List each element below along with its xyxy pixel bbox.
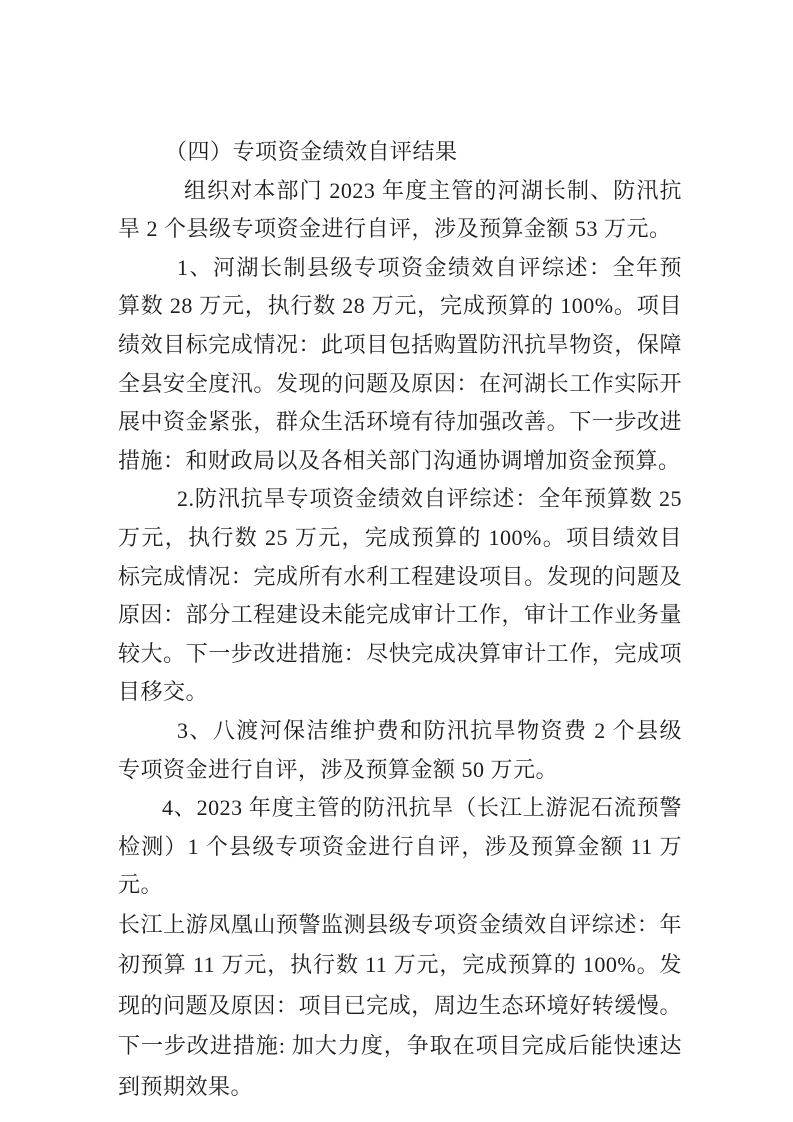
paragraph-item-1: 1、河湖长制县级专项资金绩效自评综述：全年预算数 28 万元，执行数 28 万元，完成预算的 100%。项目绩效目标完成情况：此项目包括购置防汛抗旱物资，保障全县安全度汛。发现的问题及原因：在河湖长工作实际开展中资金紧张，群众生活环境有待加强改善。下一步改进措施：和财政局以及各相关部门沟通协调增加资金预算。 — [118, 254, 682, 473]
section-heading: （四）专项资金绩效自评结果 — [165, 139, 458, 164]
paragraph-item-2: 2.防汛抗旱专项资金绩效自评综述：全年预算数 25 万元，执行数 25 万元，完成预算的 100%。项目绩效目标完成情况：完成所有水利工程建设项目。发现的问题及原因：部分工程建设未能完成审计工作，审计工作业务量较大。下一步改进措施：尽快完成决算审计工作，完成项目移交。 — [118, 486, 682, 705]
paragraph-intro: 组织对本部门 2023 年度主管的河湖长制、防汛抗旱 2 个县级专项资金进行自评，涉及预算金额 53 万元。 — [118, 177, 682, 242]
paragraph-item-3: 3、八渡河保洁维护费和防汛抗旱物资费 2 个县级专项资金进行自评，涉及预算金额 50 万元。 — [118, 717, 682, 782]
paragraph-item-4-summary: 长江上游凤凰山预警监测县级专项资金绩效自评综述：年初预算 11 万元，执行数 11 万元，完成预算的 100%。发现的问题及原因：项目已完成，周边生态环境好转缓慢。下一步改进措施: 加大力度，争取在项目完成后能快速达到预期效果。 — [118, 911, 682, 1099]
document-body — [118, 133, 682, 1107]
paragraph-item-4: 4、2023 年度主管的防汛抗旱（长江上游泥石流预警检测）1 个县级专项资金进行自评，涉及预算金额 11 万元。 — [118, 795, 682, 898]
